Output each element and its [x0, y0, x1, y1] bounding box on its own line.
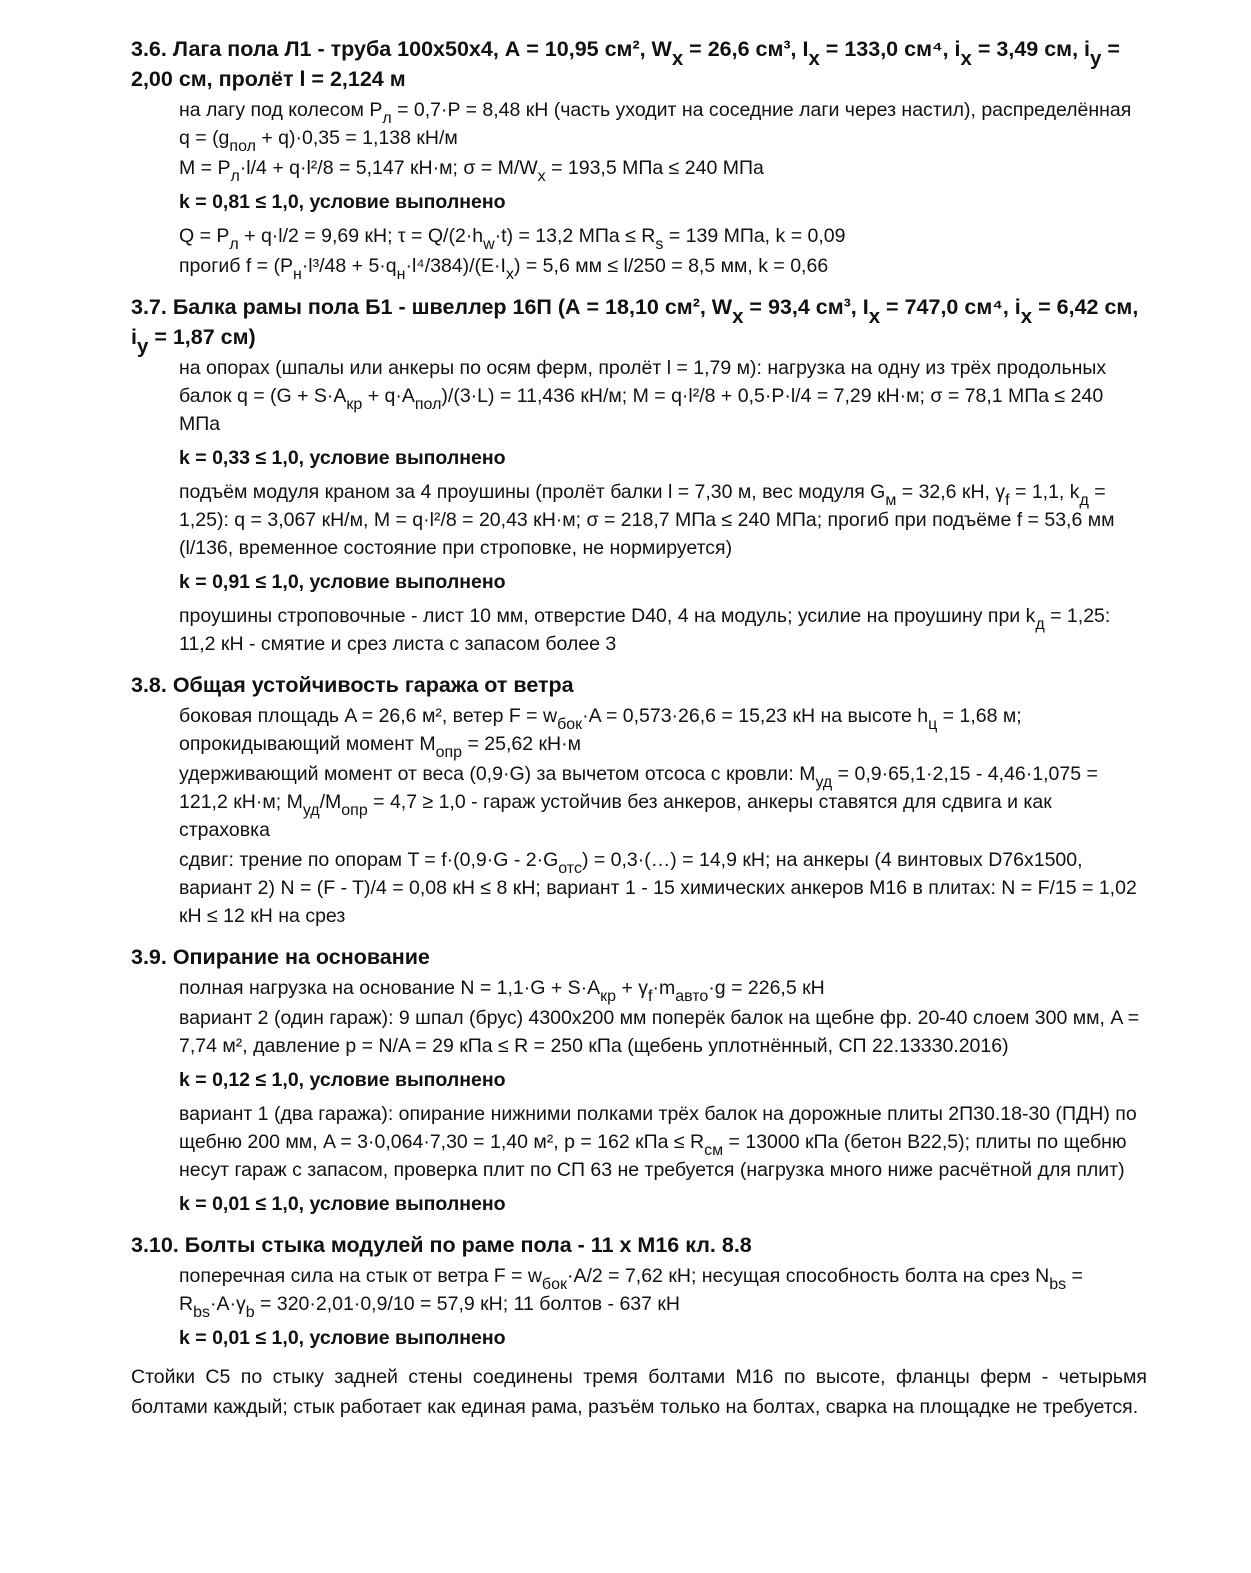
- subscript: bs: [1049, 1276, 1067, 1294]
- text-run: ·l/4 + q·l²/8 = 5,147 кН·м; σ = M/W: [239, 157, 538, 179]
- subscript: д: [1035, 616, 1045, 634]
- text-run: = 1,1, k: [1009, 481, 1080, 503]
- section: [131, 670, 1147, 930]
- subscript: авто: [675, 988, 709, 1006]
- section-body: [179, 96, 1147, 284]
- text-run: k = 0,91 ≤ 1,0, условие выполнено: [179, 571, 506, 593]
- text-run: = 193,5 МПа ≤ 240 МПа: [545, 157, 764, 179]
- subscript: кр: [346, 396, 363, 414]
- section: [131, 1230, 1147, 1352]
- text-run: = 133,0 см⁴, i: [819, 37, 961, 61]
- check-result: [179, 1066, 1147, 1094]
- section: [131, 292, 1147, 658]
- text-run: на опорах (шпалы или анкеры по осям ферм, пролёт l = 1,79 м): нагрузка на одну из трёх продольных балок q = (G + S·A: [179, 357, 1107, 407]
- text-run: = 6,42 см, i: [131, 295, 1139, 349]
- calc-paragraph: [179, 252, 1147, 284]
- text-run: Q = P: [179, 225, 230, 247]
- sections-container: [131, 34, 1147, 1352]
- text-run: ·l⁴/384)/(E·I: [405, 255, 506, 277]
- calc-paragraph: [179, 760, 1147, 844]
- text-run: = 2,00 см, пролёт l = 2,124 м: [131, 37, 1120, 91]
- text-run: 3.9. Опирание на основание: [131, 945, 430, 969]
- text-run: k = 0,12 ≤ 1,0, условие выполнено: [179, 1069, 506, 1091]
- text-run: боковая площадь A = 26,6 м², ветер F = w: [179, 705, 558, 727]
- subscript: пол: [414, 396, 442, 414]
- subscript: н: [396, 266, 406, 284]
- text-run: = 1,87 см): [148, 325, 256, 349]
- subscript: кр: [600, 988, 617, 1006]
- closing-paragraph: Стойки С5 по стыку задней стены соединены тремя болтами М16 по высоте, фланцы ферм - четырьмя болтами каждый; стык работает как единая рама, разъём только на болтах, сварка на площадке не требуется.: [131, 1366, 1147, 1418]
- text-run: = 0,9·65,1·2,15 - 4,46·1,075 = 121,2 кН·м; M: [179, 763, 1098, 813]
- text-run: = 25,62 кН·м: [462, 733, 582, 755]
- check-result: [179, 188, 1147, 216]
- check-result: [179, 444, 1147, 472]
- subscript: w: [483, 236, 495, 254]
- calc-paragraph: [179, 1100, 1147, 1184]
- calc-paragraph: [179, 354, 1147, 438]
- text-run: 3.7. Балка рамы пола Б1 - швеллер 16П (А = 18,10 см², W: [131, 295, 733, 319]
- subscript: опр: [341, 802, 368, 820]
- text-run: M = P: [179, 157, 231, 179]
- document-content: [131, 34, 1147, 1422]
- text-run: ·A = 0,573·26,6 = 15,23 кН на высоте h: [582, 705, 929, 727]
- text-run: + q)·0,35 = 1,138 кН/м: [255, 127, 458, 149]
- text-run: = 139 МПа, k = 0,09: [663, 225, 846, 247]
- text-run: ) = 0,3·(…) = 14,9 кН; на анкеры (4 винтовых D76х1500, вариант 2) N = (F - T)/4 = 0,08 кН ≤ 8 кН; вариант 1 - 15 химических анкеров М16 в плитах: N = F/15 = 1,02 кН ≤ 12 кН на срез: [179, 849, 1137, 927]
- text-run: = 1,25): q = 3,067 кН/м, M = q·l²/8 = 20,43 кН·м; σ = 218,7 МПа ≤ 240 МПа; прогиб при подъёме f = 53,6 мм (l/136, временное состояние при строповке, не нормируется): [179, 481, 1115, 559]
- subscript: x: [808, 48, 820, 71]
- text-run: вариант 2 (один гараж): 9 шпал (брус) 4300х200 мм поперёк балок на щебне фр. 20-40 слоем 300 мм, A = 7,74 м², давление p = N/A = 29 кПа ≤ R = 250 кПа (щебень уплотнённый, СП 22.13330.2016): [179, 1007, 1140, 1057]
- subscript: л: [382, 110, 392, 128]
- text-run: = 0,7·P = 8,48 кН (часть уходит на соседние лаги через настил), распределённая q = (g: [179, 99, 1132, 149]
- subscript: уд: [302, 802, 320, 820]
- subscript: бок: [541, 1276, 567, 1294]
- subscript: x: [732, 306, 744, 329]
- subscript: s: [655, 236, 664, 254]
- subscript: x: [868, 306, 881, 329]
- section-heading: [131, 292, 1147, 359]
- subscript: y: [136, 336, 149, 359]
- text-run: k = 0,81 ≤ 1,0, условие выполнено: [179, 191, 506, 213]
- subscript: bs: [193, 1304, 210, 1322]
- section-body: [179, 974, 1147, 1218]
- text-run: = 320·2,01·0,9/10 = 57,9 кН; 11 болтов - 637 кН: [254, 1293, 681, 1315]
- section-heading: [131, 34, 1147, 94]
- text-run: = 32,6 кН, γ: [896, 481, 1006, 503]
- text-run: полная нагрузка на основание N = 1,1·G + S·A: [179, 977, 601, 999]
- calc-paragraph: [179, 602, 1147, 658]
- section-body: [179, 354, 1147, 658]
- subscript: x: [671, 48, 684, 71]
- text-run: + γ: [616, 977, 649, 999]
- text-run: проушины строповочные - лист 10 мм, отверстие D40, 4 на модуль; усилие на проушину при k: [179, 605, 1036, 627]
- text-run: прогиб f = (P: [179, 255, 293, 277]
- subscript: опр: [435, 744, 463, 762]
- text-run: /M: [319, 791, 342, 813]
- subscript: x: [960, 48, 972, 71]
- section-heading: [131, 942, 1147, 972]
- text-run: сдвиг: трение по опорам T = f·(0,9·G - 2·G: [179, 849, 559, 871]
- text-run: k = 0,01 ≤ 1,0, условие выполнено: [179, 1327, 506, 1349]
- section-heading: [131, 670, 1147, 700]
- calc-paragraph: [179, 154, 1147, 186]
- check-result: [179, 568, 1147, 596]
- subscript: уд: [815, 774, 833, 792]
- subscript: x: [505, 266, 514, 284]
- subscript: пол: [229, 138, 256, 156]
- section: [131, 942, 1147, 1218]
- subscript: см: [704, 1142, 724, 1160]
- text-run: = 4,7 ≥ 1,0 - гараж устойчив без анкеров, анкеры ставятся для сдвига и как страховка: [179, 791, 1052, 841]
- subscript: м: [885, 492, 897, 510]
- subscript: л: [230, 168, 240, 186]
- text-run: ·l³/48 + 5·q: [301, 255, 397, 277]
- subscript: отс: [558, 860, 582, 878]
- text-run: ·m: [652, 977, 676, 999]
- calc-paragraph: [179, 1262, 1147, 1322]
- calc-paragraph: [179, 478, 1147, 562]
- text-run: = 1,25: 11,2 кН - смятие и срез листа с запасом более 3: [179, 605, 1111, 655]
- text-run: поперечная сила на стык от ветра F = w: [179, 1265, 542, 1287]
- calc-paragraph: [179, 96, 1147, 156]
- subscript: f: [648, 988, 653, 1006]
- section: [131, 34, 1147, 284]
- text-run: + q·l/2 = 9,69 кН; τ = Q/(2·h: [238, 225, 484, 247]
- text-run: = 93,4 см³, I: [743, 295, 869, 319]
- text-run: вариант 1 (два гаража): опирание нижними полками трёх балок на дорожные плиты 2П30.18-30 (ПДН) по щебню 200 мм, A = 3·0,064·7,30 = 1,40 м², p = 162 кПа ≤ R: [179, 1103, 1137, 1153]
- text-run: = 13000 кПа (бетон В22,5); плиты по щебню несут гараж с запасом, проверка плит по СП 63 не требуется (нагрузка много ниже расчётной для плит): [179, 1131, 1127, 1181]
- subscript: ц: [928, 716, 938, 734]
- text-run: k = 0,33 ≤ 1,0, условие выполнено: [179, 447, 506, 469]
- calc-paragraph: [179, 702, 1147, 762]
- section-body: [179, 702, 1147, 930]
- text-run: + q·A: [362, 385, 415, 407]
- text-run: ·A/2 = 7,62 кН; несущая способность болта на срез N: [566, 1265, 1050, 1287]
- text-run: = 747,0 см⁴, i: [880, 295, 1021, 319]
- text-run: = 3,49 см, i: [971, 37, 1090, 61]
- text-run: 3.8. Общая устойчивость гаража от ветра: [131, 673, 574, 697]
- subscript: л: [229, 236, 239, 254]
- subscript: y: [1090, 48, 1102, 71]
- text-run: удерживающий момент от веса (0,9·G) за вычетом отсоса с кровли: M: [179, 763, 816, 785]
- text-run: подъём модуля краном за 4 проушины (пролёт балки l = 7,30 м, вес модуля G: [179, 481, 886, 503]
- section-body: [179, 1262, 1147, 1352]
- subscript: бок: [557, 716, 583, 734]
- section-heading: [131, 1230, 1147, 1260]
- subscript: f: [1005, 492, 1010, 510]
- subscript: н: [292, 266, 302, 284]
- text-run: = 1,68 м; опрокидывающий момент M: [179, 705, 1022, 755]
- subscript: b: [245, 1304, 255, 1322]
- calc-paragraph: [179, 846, 1147, 930]
- text-run: k = 0,01 ≤ 1,0, условие выполнено: [179, 1193, 506, 1215]
- calc-paragraph: [179, 222, 1147, 254]
- text-run: на лагу под колесом P: [179, 99, 383, 121]
- text-run: 3.10. Болты стыка модулей по раме пола - 11 х М16 кл. 8.8: [131, 1233, 752, 1257]
- text-run: = R: [179, 1265, 1083, 1315]
- check-result: [179, 1190, 1147, 1218]
- text-run: 3.6. Лага пола Л1 - труба 100х50х4, А = 10,95 см², W: [131, 37, 672, 61]
- text-run: = 26,6 см³, I: [683, 37, 809, 61]
- text-run: )/(3·L) = 11,436 кН/м; M = q·l²/8 + 0,5·P·l/4 = 7,29 кН·м; σ = 78,1 МПа ≤ 240 МПа: [179, 385, 1104, 435]
- text-run: ·t) = 13,2 МПа ≤ R: [494, 225, 656, 247]
- calc-paragraph: [179, 974, 1147, 1006]
- text-run: ·A·γ: [209, 1293, 246, 1315]
- text-run: ) = 5,6 мм ≤ l/250 = 8,5 мм, k = 0,66: [513, 255, 829, 277]
- text-run: ·g = 226,5 кН: [708, 977, 825, 999]
- subscript: x: [537, 168, 546, 186]
- check-result: [179, 1324, 1147, 1352]
- subscript: x: [1020, 306, 1033, 329]
- subscript: д: [1079, 492, 1089, 510]
- calc-paragraph: [179, 1004, 1147, 1060]
